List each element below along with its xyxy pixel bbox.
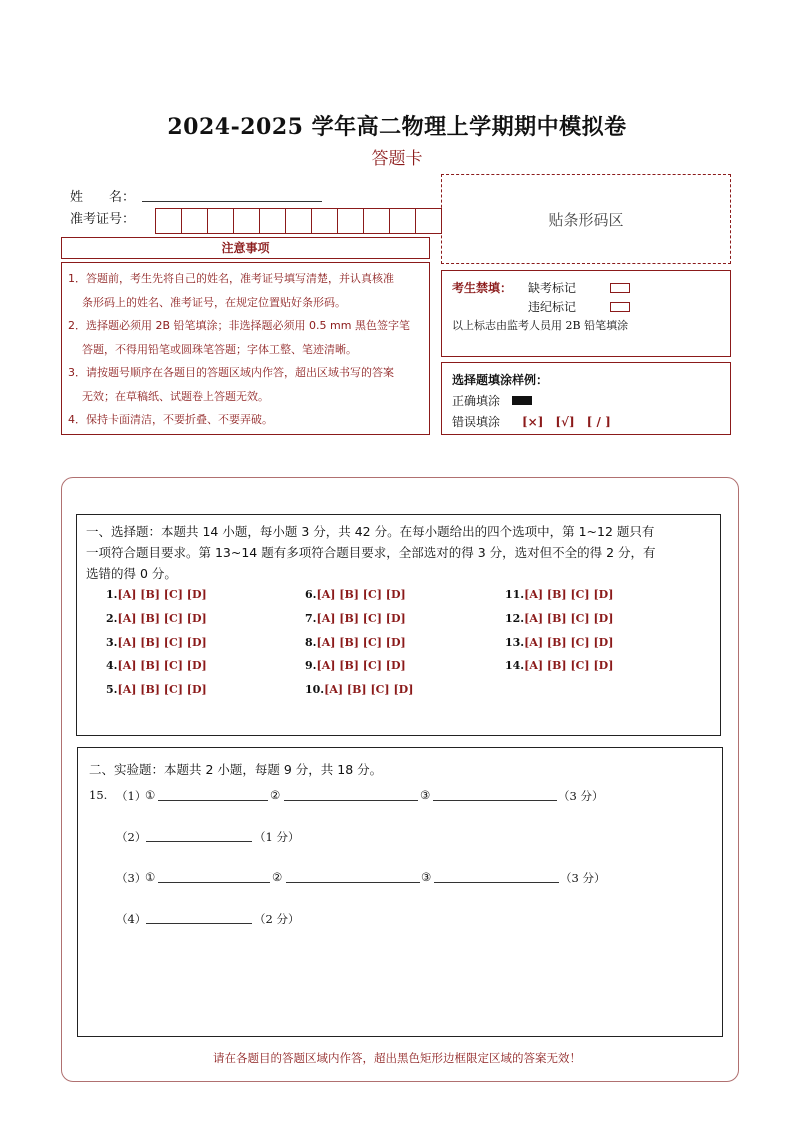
notice-title: 注意事项 — [61, 237, 430, 259]
q15-part4-score: （2 分） — [254, 912, 300, 926]
question-10[interactable]: 10.[A] [B] [C] [D] — [305, 683, 414, 696]
q15-part4-answer[interactable] — [146, 911, 252, 924]
question-7[interactable]: 7.[A] [B] [C] [D] — [305, 612, 406, 625]
question-14[interactable]: 14.[A] [B] [C] [D] — [505, 659, 614, 672]
q15-part1-answer2[interactable] — [284, 788, 418, 801]
id-digit-box[interactable] — [285, 208, 312, 234]
name-field[interactable] — [142, 201, 322, 202]
id-digit-box[interactable] — [363, 208, 390, 234]
examiner-mark-box — [441, 270, 731, 357]
id-label: 准考证号： — [70, 212, 136, 227]
id-digit-box[interactable] — [389, 208, 416, 234]
correct-fill-mark — [512, 396, 532, 405]
forbid-note: 以上标志由监考人员用 2B 铅笔填涂 — [452, 319, 629, 332]
id-digit-box[interactable] — [207, 208, 234, 234]
q15-part3-answer3[interactable] — [434, 870, 559, 883]
correct-fill-label: 正确填涂 — [452, 394, 501, 408]
question-9[interactable]: 9.[A] [B] [C] [D] — [305, 659, 406, 672]
q15-part1-answer3[interactable] — [433, 788, 557, 801]
barcode-area: 贴条形码区 — [441, 174, 731, 264]
wrong-fill-label: 错误填涂 — [452, 415, 501, 429]
question-11[interactable]: 11.[A] [B] [C] [D] — [505, 588, 614, 601]
id-digit-box[interactable] — [415, 208, 442, 234]
id-digit-box[interactable] — [155, 208, 182, 234]
q15-part1-label: （1） — [116, 789, 147, 803]
q15-part1-c1-label: ① — [145, 788, 156, 802]
id-number-boxes[interactable] — [155, 208, 441, 234]
wrong-fill-marks: [×] [√] [ / ] — [522, 415, 611, 429]
notice-item: 1．答题前，考生先将自己的姓名，准考证号填写清楚，并认真核准 条形码上的姓名、准考证号，在规定位置贴好条形码。 — [68, 272, 394, 309]
id-digit-box[interactable] — [337, 208, 364, 234]
q15-part3-answer1[interactable] — [158, 870, 270, 883]
q15-part3-c1-label: ① — [145, 870, 156, 884]
section2-description: 二、实验题：本题共 2 小题，每题 9 分，共 18 分。 — [89, 762, 383, 777]
question-3[interactable]: 3.[A] [B] [C] [D] — [106, 636, 207, 649]
notice-item: 3．请按题号顺序在各题目的答题区域内作答，超出区域书写的答案 无效；在草稿纸、试题卷上答题无效。 — [68, 366, 394, 403]
q15-part4-label: （4） — [116, 912, 147, 926]
violation-label: 违纪标记 — [528, 300, 577, 314]
q15-part2-answer[interactable] — [146, 829, 252, 842]
q15-part3-c2-label: ② — [272, 870, 283, 884]
q15-part2-score: （1 分） — [254, 830, 300, 844]
question-5[interactable]: 5.[A] [B] [C] [D] — [106, 683, 207, 696]
q15-part3-label: （3） — [116, 871, 147, 885]
absent-label: 缺考标记 — [528, 281, 577, 295]
question-6[interactable]: 6.[A] [B] [C] [D] — [305, 588, 406, 601]
answer-area-footer-note: 请在各题目的答题区域内作答，超出黑色矩形边框限定区域的答案无效！ — [213, 1051, 581, 1065]
id-digit-box[interactable] — [311, 208, 338, 234]
id-digit-box[interactable] — [181, 208, 208, 234]
question-2[interactable]: 2.[A] [B] [C] [D] — [106, 612, 207, 625]
question-12[interactable]: 12.[A] [B] [C] [D] — [505, 612, 614, 625]
question-13[interactable]: 13.[A] [B] [C] [D] — [505, 636, 614, 649]
notice-item: 4．保持卡面清洁，不要折叠、不要弄破。 — [68, 413, 273, 426]
violation-mark-box[interactable] — [610, 302, 630, 312]
question-4[interactable]: 4.[A] [B] [C] [D] — [106, 659, 207, 672]
fill-sample-box — [441, 362, 731, 435]
q15-part1-answer1[interactable] — [158, 788, 268, 801]
q15-number: 15. — [89, 788, 108, 802]
q15-part2-label: （2） — [116, 830, 147, 844]
notice-box — [61, 262, 430, 435]
q15-part3-c3-label: ③ — [421, 870, 432, 884]
forbid-label: 考生禁填： — [452, 281, 513, 295]
q15-part1-c3-label: ③ — [420, 788, 431, 802]
absent-mark-box[interactable] — [610, 283, 630, 293]
question-1[interactable]: 1.[A] [B] [C] [D] — [106, 588, 207, 601]
question-8[interactable]: 8.[A] [B] [C] [D] — [305, 636, 406, 649]
page-title: 2024-2025 学年高二物理上学期期中模拟卷 — [167, 114, 627, 140]
page-subtitle: 答题卡 — [371, 149, 423, 169]
id-digit-box[interactable] — [259, 208, 286, 234]
q15-part1-c2-label: ② — [270, 788, 281, 802]
notice-item: 2．选择题必须用 2B 铅笔填涂；非选择题必须用 0.5 mm 黑色签字笔 答题，不得用铅笔或圆珠笔答题；字体工整、笔迹清晰。 — [68, 319, 410, 356]
sample-title: 选择题填涂样例： — [452, 373, 549, 387]
q15-part3-score: （3 分） — [560, 871, 606, 885]
q15-part1-score: （3 分） — [558, 789, 604, 803]
section1-description: 一、选择题：本题共 14 小题，每小题 3 分，共 42 分。在每小题给出的四个选项中，第 1~12 题只有 一项符合题目要求。第 13~14 题有多项符合题目要求，全部选对的得 3 分，选对但不全的得 2 分，有 选错的得 0 分。 — [86, 524, 656, 581]
name-label: 姓 名： — [70, 190, 136, 205]
id-digit-box[interactable] — [233, 208, 260, 234]
q15-part3-answer2[interactable] — [286, 870, 420, 883]
